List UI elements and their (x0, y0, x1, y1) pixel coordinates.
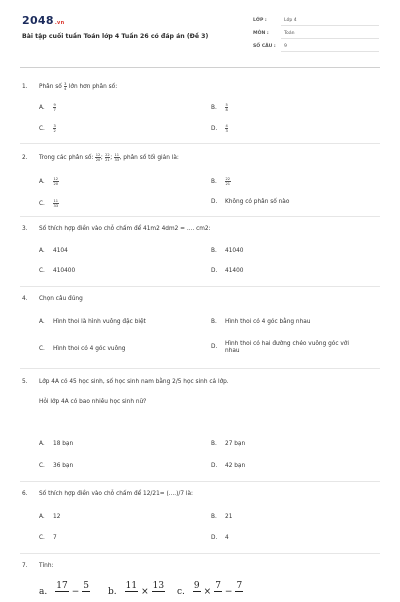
question-number: 6. (22, 491, 28, 497)
denominator: 20 (95, 158, 101, 162)
option-label: B. (211, 319, 217, 325)
q4-option-d[interactable] (211, 341, 349, 355)
question-5 (22, 379, 229, 385)
numerator: 9 (53, 103, 56, 107)
q7-item-c (177, 581, 243, 602)
option-label: D. (211, 535, 218, 541)
denominator (60, 592, 65, 602)
question-number: 3. (22, 226, 28, 232)
q5-option-d[interactable] (211, 463, 245, 470)
fraction (114, 153, 120, 162)
denominator: 8 (225, 108, 228, 112)
numerator: 3 (64, 82, 67, 86)
denominator (216, 592, 221, 602)
logo-text: 2048 (22, 14, 54, 27)
option-text: 41040 (225, 248, 244, 254)
denominator: 21 (105, 158, 110, 162)
numerator: 11 (125, 581, 138, 591)
option-text: Không có phân số nào (225, 199, 290, 205)
option-label: C. (39, 346, 45, 352)
numerator: 5 (225, 103, 228, 107)
option-text (225, 341, 349, 355)
q3-option-a[interactable] (39, 248, 68, 255)
item-label: c. (177, 587, 185, 597)
question-text: Lớp 4A có 45 học sinh, số học sinh nam bằng 2/5 học sinh cả lớp. (39, 379, 229, 385)
option-label: D. (211, 344, 218, 350)
numerator: 4 (225, 124, 228, 128)
denominator: 3 (225, 129, 228, 133)
operator: × (141, 587, 149, 597)
question-divider (20, 286, 380, 287)
option-text: 4104 (53, 248, 68, 254)
question-number: 2. (22, 155, 28, 161)
q7-item-a (39, 581, 90, 602)
fraction (225, 177, 231, 186)
denominator (194, 592, 199, 602)
option-label: C. (39, 463, 45, 469)
numerator: 17 (56, 581, 68, 591)
fraction (53, 103, 56, 112)
denominator: 21 (225, 182, 231, 186)
option-label: B. (211, 441, 217, 447)
denominator (156, 592, 161, 602)
denominator (237, 592, 242, 602)
q5-option-c[interactable] (39, 463, 73, 470)
q6-option-c[interactable] (39, 535, 57, 542)
denominator: 20 (53, 182, 59, 186)
option-label: B. (211, 514, 217, 520)
numerator: 7 (215, 581, 221, 591)
option-text: 36 bạn (53, 463, 74, 469)
option-label: A. (39, 105, 45, 111)
question-6 (22, 491, 193, 497)
question-number: 4. (22, 296, 28, 302)
denominator: 7 (53, 108, 56, 112)
denominator (129, 592, 134, 602)
option-text-line: Hình thoi có hai đường chéo vuông góc với (225, 341, 349, 347)
header-divider (20, 67, 380, 68)
option-label: D. (211, 199, 218, 205)
numerator: 9 (193, 581, 200, 591)
q3-option-c[interactable] (39, 268, 75, 275)
numerator: 22 (225, 177, 231, 181)
fraction (53, 124, 56, 133)
fraction (193, 581, 201, 602)
fraction (55, 581, 68, 602)
q6-option-b[interactable] (211, 514, 232, 521)
option-text: 7 (53, 535, 57, 541)
operator: − (71, 587, 80, 597)
fraction (53, 199, 59, 208)
option-text: Hình thoi là hình vuông đặc biệt (53, 319, 146, 325)
option-text: Hình thoi có 4 góc bằng nhau (225, 319, 311, 325)
question-divider (20, 368, 380, 369)
question-2: 2. Trong các phân số: $\frac{12}{20}$ ; $\frac{22}{21}$ ; $\frac{11}{33}$ , phân số tối giản là: (22, 153, 179, 162)
question-divider (20, 553, 380, 554)
meta-underline (281, 38, 379, 39)
denominator: 33 (114, 158, 120, 162)
question-number: 7. (22, 563, 28, 569)
q3-option-b[interactable] (211, 248, 243, 255)
numerator: 11 (53, 199, 59, 203)
option-label: A. (39, 319, 45, 325)
question-1 (22, 82, 117, 91)
site-logo[interactable] (22, 14, 64, 27)
q3-option-d[interactable] (211, 268, 243, 275)
numerator: 5 (83, 581, 89, 591)
question-3 (22, 226, 211, 232)
meta-label: MÔN : (253, 31, 269, 36)
page-header (0, 0, 400, 70)
option-label: A. (39, 441, 45, 447)
question-divider (20, 216, 380, 217)
numerator: 12 (53, 177, 59, 181)
fraction (125, 581, 138, 602)
option-label: C. (39, 268, 45, 274)
question-number: 1. (22, 84, 28, 90)
denominator: 33 (53, 204, 59, 208)
question-text: Số thích hợp điền vào chỗ chấm để 41m2 4dm2 = .... cm2: (39, 226, 211, 232)
meta-value: Toán (284, 31, 295, 36)
q2-option-c[interactable] (39, 199, 59, 208)
logo-suffix: .vn (54, 20, 65, 26)
option-label: C. (39, 535, 45, 541)
q1-option-b[interactable] (211, 103, 228, 112)
question-text: Số thích hợp điền vào chỗ chấm để 12/21= (....)/7 là: (39, 491, 193, 497)
option-text: 18 bạn (53, 441, 74, 447)
operator: − (224, 587, 233, 597)
option-text: 21 (225, 514, 233, 520)
option-text: 410400 (53, 268, 76, 274)
q1-option-d[interactable] (211, 124, 228, 133)
option-label: A. (39, 514, 45, 520)
q4-option-a[interactable] (39, 319, 146, 326)
q7-item-b (108, 581, 165, 602)
q4-option-b[interactable] (211, 319, 310, 326)
numerator: 12 (95, 153, 101, 157)
question-text: phân số tối giản là: (123, 155, 179, 161)
denominator: 4 (64, 87, 67, 91)
option-label: D. (211, 126, 218, 132)
q4-option-c[interactable] (39, 346, 125, 353)
option-label: A. (39, 179, 45, 185)
q2-option-a[interactable] (39, 177, 59, 186)
option-label: A. (39, 248, 45, 254)
option-text: 41400 (225, 268, 244, 274)
option-label: D. (211, 463, 218, 469)
q2-option-d[interactable] (211, 199, 289, 206)
option-text: 27 bạn (225, 441, 246, 447)
meta-value: 9 (284, 44, 287, 49)
q6-option-a[interactable] (39, 514, 60, 521)
fraction (152, 581, 165, 602)
fraction (225, 103, 228, 112)
option-label: B. (211, 248, 217, 254)
question-text: Phân số (39, 84, 62, 90)
fraction (214, 581, 222, 602)
option-label: C. (39, 126, 45, 132)
option-text: 12 (53, 514, 61, 520)
numerator: 22 (105, 153, 110, 157)
option-label: B. (211, 179, 217, 185)
numerator: 13 (152, 581, 165, 591)
question-text: lớn hơn phân số: (68, 84, 118, 90)
meta-label: LỚP : (253, 18, 267, 23)
meta-value: Lớp 4 (284, 18, 297, 23)
meta-label: SỐ CÂU : (253, 44, 276, 49)
numerator: 3 (53, 124, 56, 128)
item-label: a. (39, 587, 48, 597)
question-7 (22, 563, 53, 569)
meta-underline (281, 51, 379, 52)
numerator: 11 (114, 153, 120, 157)
fraction (64, 82, 67, 91)
question-5-line-2: Hỏi lớp 4A có bao nhiêu học sinh nữ? (39, 399, 147, 405)
q5-option-a[interactable] (39, 441, 73, 448)
question-text: Chọn câu đúng (39, 296, 83, 302)
operator: × (203, 587, 212, 597)
question-number: 5. (22, 379, 28, 385)
fraction (105, 153, 111, 162)
item-label: b. (108, 587, 117, 597)
option-text: 4 (225, 535, 229, 541)
document-title: Bài tập cuối tuần Toán lớp 4 Tuần 26 có đáp án (Đề 3) (22, 33, 209, 40)
question-divider (20, 143, 380, 144)
numerator: 7 (236, 581, 243, 591)
q5-option-b[interactable] (211, 441, 245, 448)
option-text: 42 bạn (225, 463, 246, 469)
denominator: 2 (53, 129, 56, 133)
fraction (82, 581, 90, 602)
q1-option-c[interactable] (39, 124, 56, 133)
fraction (225, 124, 228, 133)
question-text: Tính: (39, 563, 54, 569)
fraction (95, 153, 101, 162)
denominator (84, 592, 89, 602)
option-text: Hình thoi có 4 góc vuông (53, 346, 126, 352)
q6-option-d[interactable] (211, 535, 229, 542)
fraction (235, 581, 243, 602)
q2-option-b[interactable] (211, 177, 231, 186)
q1-option-a[interactable] (39, 103, 56, 112)
question-4 (22, 296, 83, 302)
option-label: C. (39, 201, 45, 207)
question-text: Trong các phân số: (39, 155, 94, 161)
meta-underline (281, 25, 379, 26)
option-label: B. (211, 105, 217, 111)
option-text-line: nhau (225, 348, 240, 354)
question-divider (20, 481, 380, 482)
fraction (53, 177, 59, 186)
option-label: D. (211, 268, 218, 274)
